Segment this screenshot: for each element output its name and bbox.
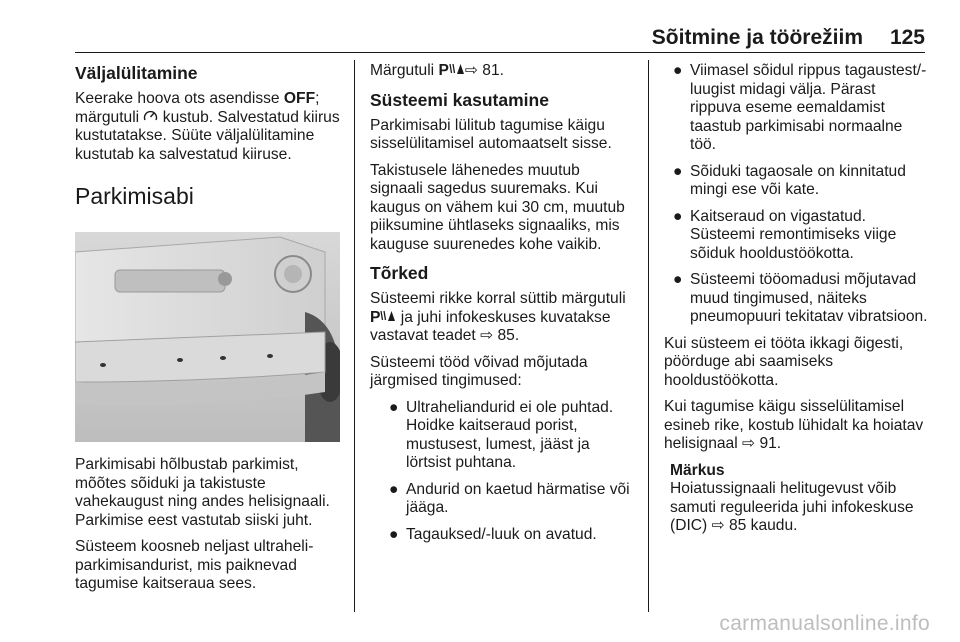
- park-letter: P: [438, 62, 449, 79]
- ref-arrow-icon: ⇨: [464, 62, 478, 79]
- list-item: [380, 526, 635, 545]
- list-item: [664, 163, 930, 200]
- reverse-fault-paragraph: [664, 398, 930, 454]
- bullet-icon: ●: [389, 398, 399, 416]
- off-label: OFF: [283, 90, 316, 107]
- list-item-text: Viimasel sõidul rippus tagaustest/-luugist midagi välja. Pärast rippuva eseme eemaldamist taastub parkimisabi normaalne töö.: [690, 62, 927, 153]
- bullet-icon: ●: [673, 62, 683, 79]
- list-item: [664, 208, 930, 264]
- conditions-list-continued: [664, 62, 930, 327]
- faults-paragraph-1: [370, 290, 635, 346]
- text: 81.: [477, 62, 504, 79]
- text: 85 kaudu.: [724, 517, 798, 534]
- conditions-list: [380, 399, 635, 545]
- switch-off-paragraph: [75, 90, 340, 164]
- text: Süsteemi rikke korral süttib märgutuli: [370, 290, 626, 307]
- list-item: [664, 271, 930, 327]
- column-right: [664, 62, 930, 536]
- column-middle: [370, 62, 635, 552]
- column-left: [75, 62, 340, 602]
- list-item: [380, 399, 635, 473]
- heading-switch-off: Väljalülitamine: [75, 63, 198, 83]
- ref-arrow-icon: ⇨: [480, 327, 494, 344]
- text: ; märgutuli: [75, 90, 320, 126]
- text: Keerake hoova ots asendisse: [75, 90, 284, 107]
- park-assist-icon: [370, 309, 396, 326]
- list-item-text: Kaitseraud on vigastatud. Süsteemi remontimiseks viige sõiduk hooldustöökotta.: [690, 207, 897, 262]
- page-title: Sõitmine ja töörežiim: [651, 26, 863, 49]
- park-assist-icon: [438, 62, 464, 79]
- text: ja juhi infokeskuses kuvatakse vastavat teadet: [370, 308, 611, 344]
- note-title: Märkus: [670, 461, 725, 479]
- text: Hoiatussignaali helitugevust võib samuti reguleerida juhi infokeskuse (DIC): [670, 480, 914, 534]
- list-item-text: Ultraheliandurid ei ole puhtad. Hoidke kaitseraud porist, mustusest, lumest, jääst ja lörtsist puhtana.: [406, 398, 614, 471]
- text: Märgutuli: [370, 62, 439, 79]
- use-paragraph-2: Takistusele lähenedes muutub signaali sagedus suuremaks. Kui kaugus on vähem kui 30 cm, muutub piiksumine ühtlaseks signaaliks, mis kauguse suurenedes kohe vaikib.: [370, 161, 625, 253]
- ref-arrow-icon: ⇨: [711, 517, 725, 534]
- use-paragraph-1: Parkimisabi lülitub tagumise käigu sisselülitamisel automaatselt sisse.: [370, 116, 612, 152]
- list-item: [380, 481, 635, 518]
- park-letter: P: [370, 308, 381, 326]
- list-item: [664, 62, 930, 155]
- bullet-icon: ●: [389, 525, 399, 543]
- workshop-paragraph: Kui süsteem ei tööta ikkagi õigesti, pöörduge abi saamiseks hooldustöökotta.: [664, 334, 904, 389]
- list-item-text: Sõiduki tagaosale on kinnitatud mingi ese või kate.: [690, 162, 906, 198]
- text: Kui tagumise käigu sisselülitamisel esineb rike, kostub lühidalt ka hoiatav helisignaal: [664, 398, 924, 452]
- text: 85.: [493, 327, 520, 344]
- intro-paragraph: Parkimisabi hõlbustab parkimist, mõõtes sõiduki ja takistuste vahekaugust ning andes helisignaali. Parkimise eest vastutab siiski juht.: [75, 456, 330, 529]
- list-item-text: Tagauksed/-luuk on avatud.: [406, 525, 597, 543]
- list-item-text: Süsteemi tööomadusi mõjutavad muud tingimused, näiteks pneumopuuri tekitatav vibratsioon.: [690, 271, 928, 325]
- faults-paragraph-2: Süsteemi tööd võivad mõjutada järgmised tingimused:: [370, 353, 588, 389]
- watermark: carmanualsonline.info: [719, 612, 930, 635]
- ref-arrow-icon: ⇨: [742, 435, 756, 452]
- indicator-reference: [370, 62, 635, 81]
- rear-bumper-sensors-image: [75, 232, 340, 442]
- bullet-icon: ●: [389, 480, 399, 498]
- cruise-control-icon: [143, 109, 158, 126]
- bullet-icon: ●: [673, 207, 683, 225]
- sensors-paragraph: Süsteem koosneb neljast ultraheliparkimisandurist, mis paiknevad tagumise kaitseraua sees.: [75, 538, 314, 592]
- bullet-icon: ●: [673, 162, 683, 180]
- heading-system-use: Süsteemi kasutamine: [370, 89, 549, 110]
- list-item-text: Andurid on kaetud härmatise või jääga.: [406, 480, 630, 516]
- heading-faults: Tõrked: [370, 263, 429, 283]
- text: 91.: [755, 435, 782, 452]
- section-title: Parkimisabi: [75, 183, 194, 209]
- page-number: 125: [889, 26, 925, 49]
- text: kustub. Salvestatud kiirus kustutatakse. Süüte väljalülitamine kustutab ka salvestatud kiiruse.: [75, 108, 340, 163]
- note-box: [670, 462, 930, 536]
- bullet-icon: ●: [673, 271, 683, 288]
- column-divider: [354, 60, 355, 612]
- page-header: [75, 22, 925, 53]
- column-divider: [648, 60, 649, 612]
- note-text: [670, 480, 930, 536]
